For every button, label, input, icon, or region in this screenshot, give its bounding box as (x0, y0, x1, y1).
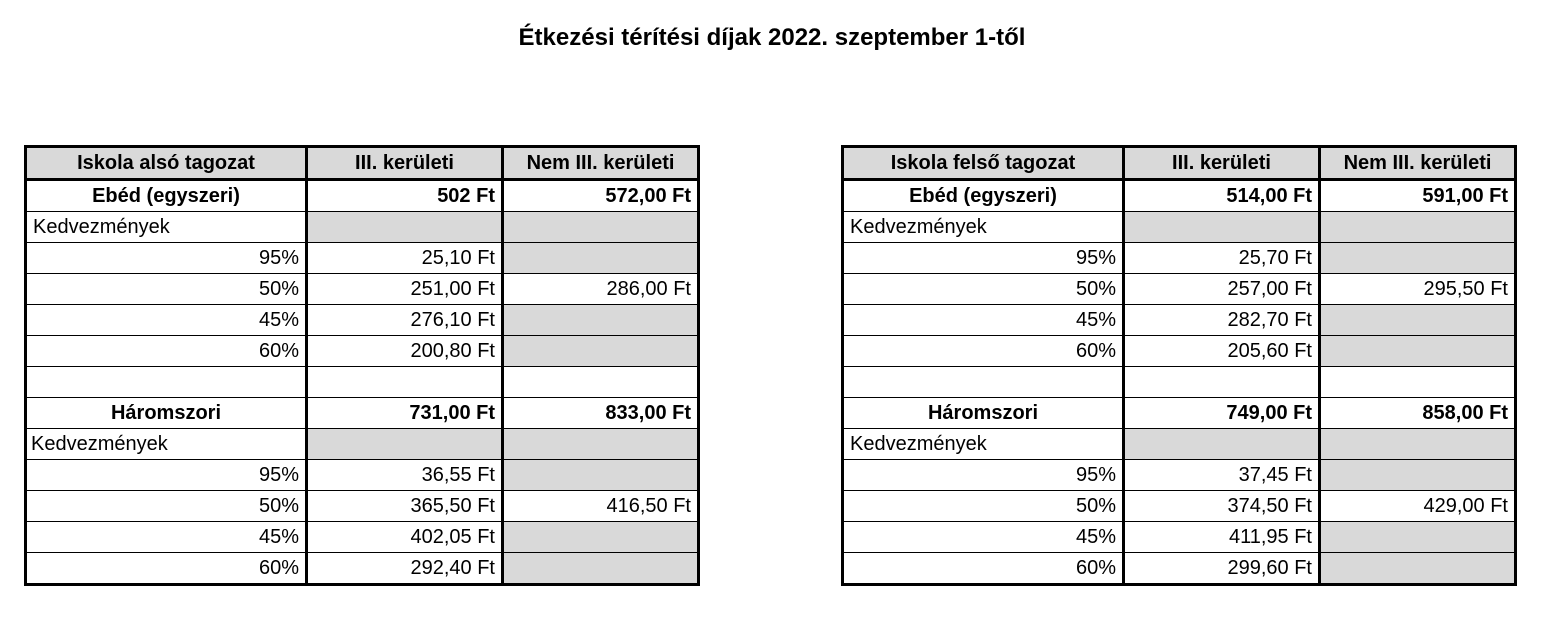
empty-cell (1320, 243, 1516, 274)
empty-cell (1320, 212, 1516, 243)
price-local: 749,00 Ft (1124, 398, 1320, 429)
discount-price-local: 411,95 Ft (1124, 522, 1320, 553)
table-row-ebed (26, 180, 699, 212)
empty-cell (843, 367, 1124, 398)
meal-label: Ebéd (egyszeri) (843, 180, 1124, 212)
discount-price-nonlocal: 286,00 Ft (503, 274, 699, 305)
discount-price-local: 25,70 Ft (1124, 243, 1320, 274)
page-title: Étkezési térítési díjak 2022. szeptember 1-től (518, 24, 1026, 51)
table-row-harom (26, 398, 699, 429)
table-row-discount (26, 522, 699, 553)
empty-cell (503, 243, 699, 274)
discount-percent: 60% (26, 336, 307, 367)
table-row-discount (26, 460, 699, 491)
discount-percent: 45% (26, 305, 307, 336)
discount-percent: 45% (843, 522, 1124, 553)
table-row-discount (843, 522, 1516, 553)
meal-label: Háromszori (843, 398, 1124, 429)
empty-cell (1124, 212, 1320, 243)
table-row-discount (843, 305, 1516, 336)
table-row-discounts-header (843, 429, 1516, 460)
discount-price-local: 36,55 Ft (307, 460, 503, 491)
discount-percent: 95% (26, 243, 307, 274)
discount-percent: 60% (843, 553, 1124, 585)
discount-price-local: 200,80 Ft (307, 336, 503, 367)
header-local: III. kerületi (307, 147, 503, 180)
discount-percent: 60% (843, 336, 1124, 367)
empty-cell (1320, 522, 1516, 553)
table-row-discount (26, 336, 699, 367)
discount-percent: 50% (26, 491, 307, 522)
discount-price-local: 37,45 Ft (1124, 460, 1320, 491)
discount-price-local: 276,10 Ft (307, 305, 503, 336)
empty-cell (503, 367, 699, 398)
discount-price-local: 299,60 Ft (1124, 553, 1320, 585)
discount-price-nonlocal: 416,50 Ft (503, 491, 699, 522)
empty-cell (1124, 367, 1320, 398)
header-nonlocal: Nem III. kerületi (1320, 147, 1516, 180)
price-local: 731,00 Ft (307, 398, 503, 429)
table-row-spacer (26, 367, 699, 398)
discount-price-nonlocal: 429,00 Ft (1320, 491, 1516, 522)
meal-label: Ebéd (egyszeri) (26, 180, 307, 212)
table-row-discount (843, 553, 1516, 585)
discount-price-nonlocal: 295,50 Ft (1320, 274, 1516, 305)
meal-label: Háromszori (26, 398, 307, 429)
empty-cell (503, 305, 699, 336)
table-row-discount (26, 491, 699, 522)
empty-cell (1320, 305, 1516, 336)
discount-percent: 45% (843, 305, 1124, 336)
discount-price-local: 251,00 Ft (307, 274, 503, 305)
table-row-discounts-header (26, 212, 699, 243)
empty-cell (1320, 336, 1516, 367)
table-header-row (26, 147, 699, 180)
empty-cell (1320, 367, 1516, 398)
empty-cell (503, 212, 699, 243)
table-row-discount (843, 491, 1516, 522)
empty-cell (503, 429, 699, 460)
empty-cell (307, 429, 503, 460)
table-row-discounts-header (843, 212, 1516, 243)
price-nonlocal: 858,00 Ft (1320, 398, 1516, 429)
discount-percent: 60% (26, 553, 307, 585)
empty-cell (503, 522, 699, 553)
discount-percent: 45% (26, 522, 307, 553)
empty-cell (307, 367, 503, 398)
price-local: 502 Ft (307, 180, 503, 212)
table-row-harom (843, 398, 1516, 429)
empty-cell (1320, 553, 1516, 585)
price-nonlocal: 591,00 Ft (1320, 180, 1516, 212)
header-school-level: Iskola alsó tagozat (26, 147, 307, 180)
discount-price-local: 402,05 Ft (307, 522, 503, 553)
discounts-label: Kedvezmények (843, 212, 1124, 243)
discount-percent: 95% (843, 243, 1124, 274)
empty-cell (26, 367, 307, 398)
discount-price-local: 292,40 Ft (307, 553, 503, 585)
header-local: III. kerületi (1124, 147, 1320, 180)
discount-price-local: 25,10 Ft (307, 243, 503, 274)
table-row-discount (26, 553, 699, 585)
discount-percent: 50% (843, 491, 1124, 522)
discount-percent: 95% (26, 460, 307, 491)
discount-price-local: 374,50 Ft (1124, 491, 1320, 522)
table-row-discount (843, 460, 1516, 491)
fee-table-upper-school (841, 145, 1517, 586)
discounts-label: Kedvezmények (26, 212, 307, 243)
table-row-discount (26, 305, 699, 336)
empty-cell (503, 336, 699, 367)
table-row-discount (26, 243, 699, 274)
table-row-discount (843, 243, 1516, 274)
empty-cell (1320, 429, 1516, 460)
table-row-discount (843, 274, 1516, 305)
empty-cell (1124, 429, 1320, 460)
discount-percent: 50% (26, 274, 307, 305)
header-school-level: Iskola felső tagozat (843, 147, 1124, 180)
empty-cell (503, 553, 699, 585)
table-row-discounts-header (26, 429, 699, 460)
header-nonlocal: Nem III. kerületi (503, 147, 699, 180)
table-row-spacer (843, 367, 1516, 398)
discount-percent: 50% (843, 274, 1124, 305)
fee-table-lower-school (24, 145, 700, 586)
discounts-label: Kedvezmények (843, 429, 1124, 460)
discount-price-local: 365,50 Ft (307, 491, 503, 522)
discounts-label: Kedvezmények (26, 429, 307, 460)
discount-price-local: 257,00 Ft (1124, 274, 1320, 305)
price-nonlocal: 833,00 Ft (503, 398, 699, 429)
table-row-discount (26, 274, 699, 305)
empty-cell (503, 460, 699, 491)
table-row-discount (843, 336, 1516, 367)
table-header-row (843, 147, 1516, 180)
empty-cell (307, 212, 503, 243)
table-row-ebed (843, 180, 1516, 212)
discount-price-local: 205,60 Ft (1124, 336, 1320, 367)
empty-cell (1320, 460, 1516, 491)
discount-price-local: 282,70 Ft (1124, 305, 1320, 336)
discount-percent: 95% (843, 460, 1124, 491)
price-nonlocal: 572,00 Ft (503, 180, 699, 212)
price-local: 514,00 Ft (1124, 180, 1320, 212)
